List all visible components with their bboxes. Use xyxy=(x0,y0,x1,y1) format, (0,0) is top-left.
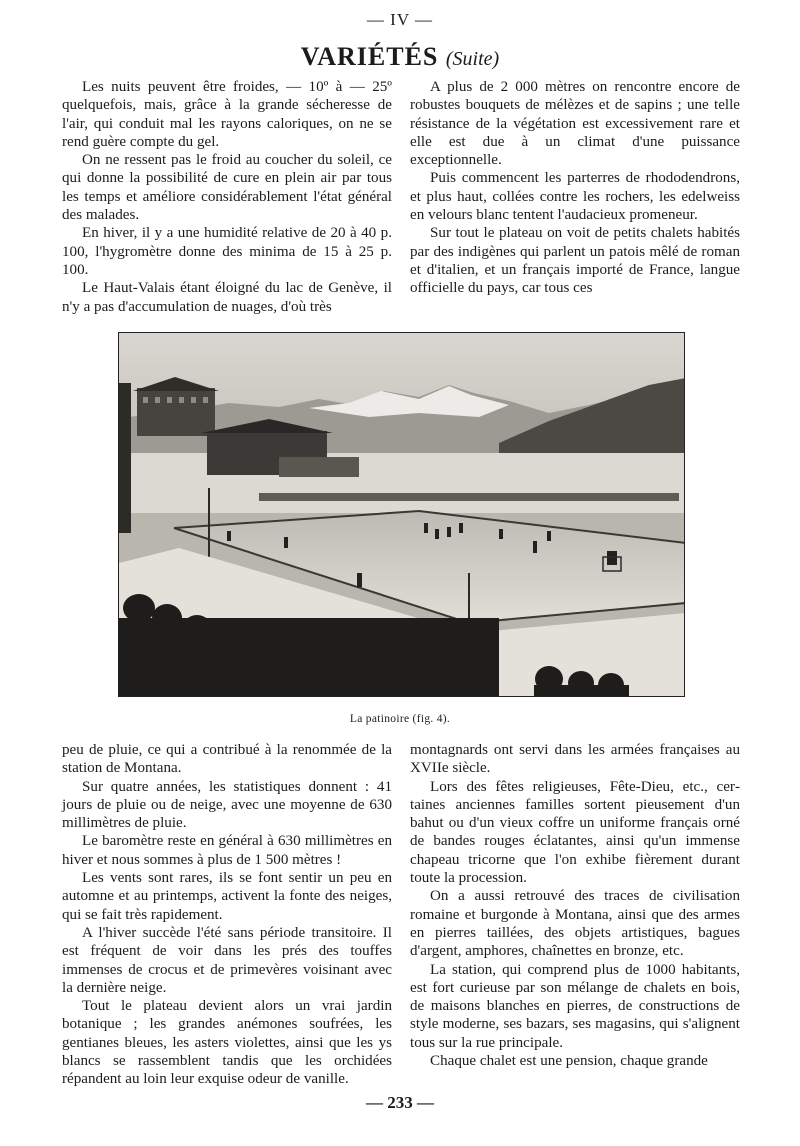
page-number: — 233 — xyxy=(366,1093,434,1112)
paragraph: Tout le plateau devient alors un vrai jardin botanique ; les grandes anémones soufrées, les gentianes bleues, les asters violettes, ainsi que les ys blancs se rassemblent tandis que les orchidées répandent au loin leur exquise odeur de vanille. xyxy=(62,998,392,1088)
column-top-left xyxy=(62,78,392,316)
paragraph: On a aussi retrouvé des traces de civilisation romaine et burgonde à Montana, ainsi que des armes en pierres taillées, des objets artistiques, bagues d'argent, amphores, chaînettes en bronze, etc. xyxy=(410,888,740,960)
section-title-suffix: (Suite) xyxy=(445,48,500,70)
column-bottom-right xyxy=(410,741,740,1070)
paragraph: Sur quatre années, les statistiques donnent : 41 jours de pluie ou de neige, avec une moyenne de 630 millimètres de pluie. xyxy=(62,778,392,832)
skating-rink-illustration xyxy=(119,333,685,697)
paragraph: Chaque chalet est une pension, chaque grande xyxy=(430,1053,708,1070)
paragraph: On ne ressent pas le froid au coucher du soleil, ce qui donne la possibilité de cure en plein air par tous les temps et améliore considérablement l'état général des malades. xyxy=(62,152,392,224)
paragraph: Le Haut-Valais étant éloigné du lac de Genève, il n'y a pas d'accumulation de nuages, d'où très xyxy=(62,280,392,315)
paragraph: Les vents sont rares, ils se font sentir un peu en automne et au printemps, activent la fonte des neiges, qui se fait très rapidement. xyxy=(62,870,392,923)
paragraph: En hiver, il y a une humidité relative de 20 à 40 p. 100, l'hygromètre donne des minima de 15 à 25 p. 100. xyxy=(62,225,392,278)
column-bottom-left xyxy=(62,741,392,1089)
paragraph: A plus de 2 000 mètres on rencontre encore de robustes bouquets de mélèzes et de sapins ; une telle résistance de la végétation est excessivement rare et elle est due à un climat d'une puissance exceptionnelle. xyxy=(410,79,740,169)
paragraph: Le baromètre reste en général à 630 millimètres en hiver et nous sommes à plus de 1 500 mètres ! xyxy=(62,833,392,868)
far-spectators xyxy=(259,493,679,501)
paragraph: Les nuits peuvent être froides, — 10º à — 25º quelquefois, mais, grâce à la grande sécheresse de l'air, qui conduit mal les rayons caloriques, on ne se rend guère compte du gel. xyxy=(62,79,392,150)
paragraph: Puis commencent les parterres de rhododendrons, et plus haut, collées contre les rochers, les edelweiss en velours blanc tentent l'audacieux promeneur. xyxy=(410,170,740,224)
section-heading xyxy=(0,42,800,72)
paragraph: A l'hiver succède l'été sans période transitoire. Il est fréquent de voir dans les prés des touffes immenses de crocus et de primevères voisinant avec la dernière neige. xyxy=(62,924,392,996)
snow-field xyxy=(119,453,685,513)
skating-rink-photo xyxy=(118,332,685,697)
paragraph-continuation: peu de pluie, ce qui a contribué à la renommée de la station de Montana. xyxy=(62,742,392,777)
running-header-page-roman: — IV — xyxy=(366,10,434,29)
paragraph-continuation: montagnards ont servi dans les armées françaises au XVIIe siècle. xyxy=(410,742,740,777)
tree-left xyxy=(119,383,131,533)
paragraph: Lors des fêtes religieuses, Fête-Dieu, etc., certaines anciennes familles sortent pieusement d'un bahut ou d'un vieux coffre un uniforme français orné de bandes rouges éclatantes, ainsi qu'un immense chapeau tricorne que l'on exhibe fièrement durant toute la procession. xyxy=(410,778,740,887)
figure-caption: La patinoire (fig. 4). xyxy=(349,713,451,725)
paragraph: La station, qui comprend plus de 1000 habitants, est fort curieuse par son mélange de chalets en bois, de maisons blanches en pierres, de constructions de style moderne, ses bazars, ses magasins, qui s'alignent tous sur la rue principale. xyxy=(410,961,740,1051)
paragraph: Sur tout le plateau on voit de petits chalets habités par des indigènes qui parlent un patois mêlé de roman et d'italien, et un français importé de France, langue officielle du pays, car tous ces xyxy=(410,225,740,297)
column-top-right xyxy=(410,78,740,298)
section-title: VARIÉTÉS xyxy=(300,42,439,71)
